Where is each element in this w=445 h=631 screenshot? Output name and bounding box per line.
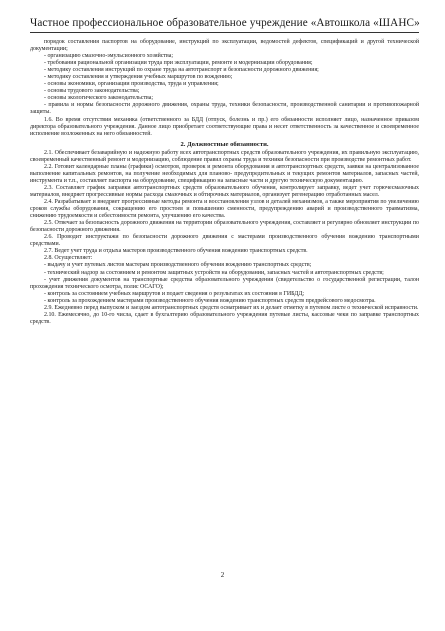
paragraph: 2.7. Ведет учет труда и отдыха мастеров производственного обучения вождению транспортных средств. <box>44 248 308 255</box>
paragraph: - контроль за прохождением мастерами производственного обучения вождению транспортных средств предрейсового медосмотра. <box>44 297 376 304</box>
paragraph: - основы трудового законодательства; <box>44 88 140 95</box>
paragraph: порядок составления паспортов на оборудование, инструкций по эксплуатации, ведомостей дефектов, спецификаций и другой технической документации; <box>30 39 419 53</box>
paragraph: - основы экологического законодательства; <box>44 95 154 102</box>
paragraph: 2.10. Ежемесячно, до 10-го числа, сдает в бухгалтерию образовательного учреждения путевые листы, кассовые чеки по заправке транспортных средств. <box>30 311 419 325</box>
paragraph: 2.1. Обеспечивает безаварийную и надежную работу всех автотранспортных средств образовательного учреждения, их правильную эксплуатацию, своевременный качественный ремонт и модернизацию, соблюдение правил охраны труда и техники безопасности при производстве ремонтных работ. <box>30 149 419 163</box>
paragraph: 2.3. Составляет график заправки автотранспортных средств образовательного обучения, контролирует заправку, ведет учет горючесмазочных материалов, внедряет прогрессивные нормы расхода смазочных и обтирочных материалов, организует регенерацию отработанных масел. <box>30 184 419 198</box>
paragraph: - основы экономики, организации производства, труда и управления; <box>44 81 219 88</box>
paragraph: 2.5. Отвечает за безопасность дорожного движения на территории образовательного учреждения, составляет и регулярно обновляет инструкции по безопасности дорожного движения. <box>30 220 419 234</box>
intro-paragraphs <box>30 39 419 138</box>
paragraph: - организацию смазочно-эмульсионного хозяйства; <box>44 53 173 60</box>
paragraph: - правила и нормы безопасности дорожного движения, охраны труда, техники безопасности, производственной санитарии и противопожарной защиты. <box>30 102 419 116</box>
paragraph: 2.4. Разрабатывает и внедряет прогрессивные методы ремонта и восстановления узлов и деталей механизмов, а также мероприятия по увеличению сроков службы оборудования, сокращению его простоев и повышению сменности, предупреждению аварий и производственного травматизма, снижению трудоемкости и себестоимости ремонта, улучшению его качества. <box>30 199 419 220</box>
paragraph: - требования рациональной организации труда при эксплуатации, ремонте и модернизации оборудования; <box>44 60 313 67</box>
paragraph: - методику составления и утверждения учебных маршрутов по вождению; <box>44 74 233 81</box>
paragraph: 1.6. Во время отсутствия механика (ответственного за БДД (отпуск, болезнь и пр.) его обязанности исполняет лицо, назначенное приказом директора образовательного учреждения. Данное лицо приобретает соответствующие права и несет ответственность за качественное и своевременное исполнение возложенных на него обязанностей. <box>30 116 419 137</box>
document-body <box>30 39 419 326</box>
paragraph: 2.8. Осуществляет: <box>44 255 93 262</box>
paragraph: - методику составления инструкций по охране труда на автотранспорт и безопасности дорожного движения; <box>44 67 319 74</box>
paragraph: 2.9. Ежедневно перед выпуском и заездом автотранспортных средств осматривает их и делает отметку в путевом листе о технической исправности. <box>44 304 419 311</box>
page-header: Частное профессиональное образовательное учреждение «Автошкола «ШАНС» <box>30 0 419 33</box>
paragraph: 2.6. Проводит инструктажи по безопасности дорожного движения с мастерами производственного обучения вождению транспортными средствами. <box>30 234 419 248</box>
section-2-paragraphs <box>30 150 419 326</box>
paragraph: 2.2. Готовит календарные планы (графики) осмотров, проверок и ремонта оборудования и автотранспортных средств, заявки на централизованное выполнение капитальных ремонтов, на получение необходимых для планово- предупредительных и текущих ремонтов материалов, запасных частей, инструмента и т.п., составляет паспорта на оборудование, спецификацию на запасные части и другую техническую документацию. <box>30 163 419 184</box>
paragraph: - выдачу и учет путевых листов мастерам производственного обучения вождению транспортных средств; <box>44 262 312 269</box>
paragraph: - учет движения документов на транспортные средства образовательного учреждения (свидетельство о государственной регистрации, талон прохождения технического осмотра, полис ОСАГО); <box>30 276 419 290</box>
paragraph: - технический надзор за состоянием и ремонтом защитных устройств на оборудовании, запасных частей и автотранспортных средств; <box>44 269 384 276</box>
page-number: 2 <box>220 571 225 579</box>
section-2-title: 2. Должностные обязанности. <box>180 140 269 148</box>
paragraph: - контроль за состоянием учебных маршрутов и подает сведения о результатах их состояния в ГИБДД; <box>44 290 305 297</box>
